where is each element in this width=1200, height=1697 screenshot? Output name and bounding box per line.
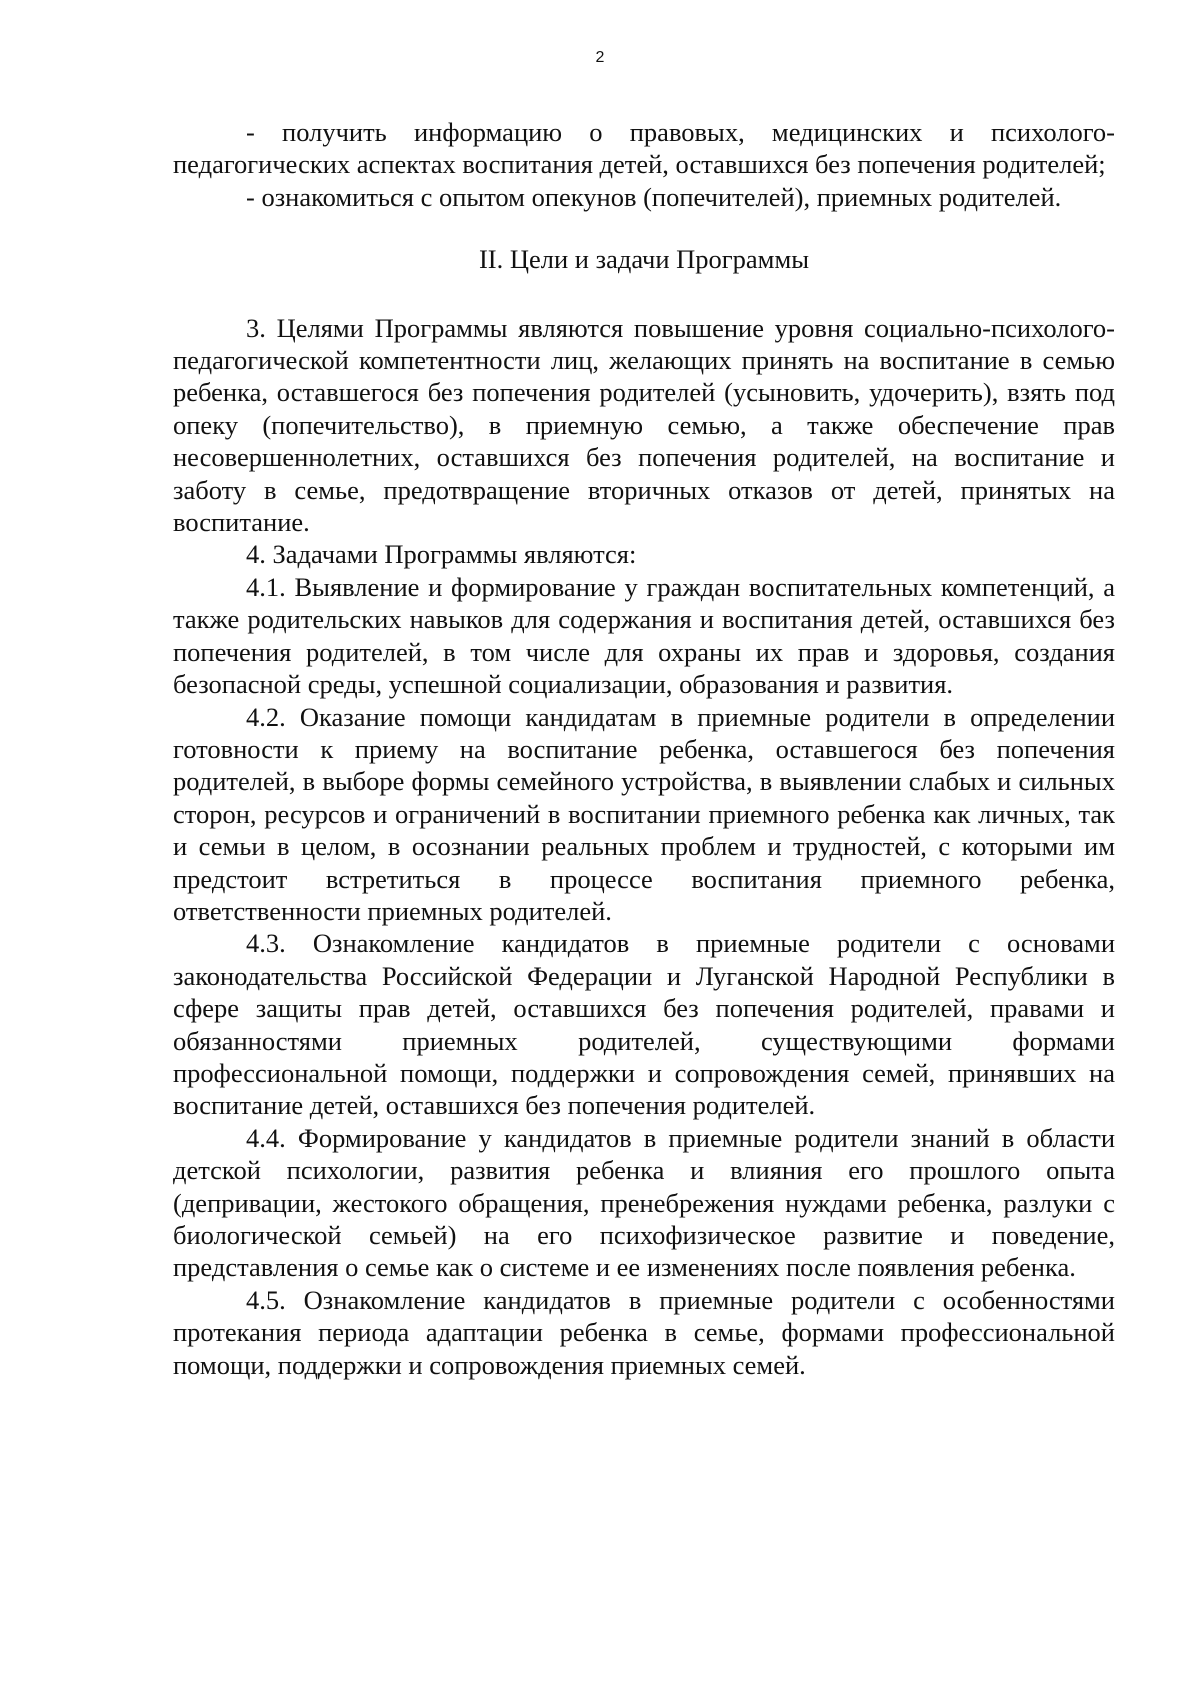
paragraph-3-goals: 3. Целями Программы являются повышение уровня социально-психолого-педагогической компетентности лиц, желающих принять на воспитание в семью ребенка, оставшегося без попечения родителей (усыновить, удочерить), взять под опеку (попечительство), в приемную семью, а также обеспечение прав несовершеннолетних, оставшихся без попечения родителей, на воспитание и заботу в семье, предотвращение вторичных отказов от детей, принятых на воспитание. [173,312,1115,538]
section-heading: II. Цели и задачи Программы [478,244,810,275]
paragraph-4-1: 4.1. Выявление и формирование у граждан воспитательных компетенций, а также родительских навыков для содержания и воспитания детей, оставшихся без попечения родителей, в том числе для охраны их прав и здоровья, создания безопасной среды, успешной социализации, образования и развития. [173,571,1115,700]
paragraph-4-2: 4.2. Оказание помощи кандидатам в приемные родители в определении готовности к приему на воспитание ребенка, оставшегося без попечения родителей, в выборе формы семейного устройства, в выявлении слабых и сильных сторон, ресурсов и ограничений в воспитании приемного ребенка как личных, так и семьи в целом, в осознании реальных проблем и трудностей, с которыми им предстоит встретиться в процессе воспитания приемного ребенка, ответственности приемных родителей. [173,701,1115,926]
paragraph-4-4: 4.4. Формирование у кандидатов в приемные родители знаний в области детской психологии, развития ребенка и влияния его прошлого опыта (депривации, жестокого обращения, пренебрежения нуждами ребенка, разлуки с биологической семьей) на его психофизическое развитие и поведение, представления о семье как о системе и ее изменениях после появления ребенка. [173,1122,1115,1283]
paragraph-4-5: 4.5. Ознакомление кандидатов в приемные родители с особенностями протекания периода адаптации ребенка в семье, формами профессиональной помощи, поддержки и сопровождения приемных семей. [173,1284,1115,1380]
paragraph-4-tasks: 4. Задачами Программы являются: [246,539,637,570]
document-body [173,116,1115,1381]
paragraph-list-item-2: - ознакомиться с опытом опекунов (попечителей), приемных родителей. [246,181,1062,212]
paragraph-list-item-1: - получить информацию о правовых, медицинских и психолого-педагогических аспектах воспитания детей, оставшихся без попечения родителей; [173,117,1115,180]
paragraph-4-3: 4.3. Ознакомление кандидатов в приемные родители с основами законодательства Российской Федерации и Луганской Народной Республики в сфере защиты прав детей, оставшихся без попечения родителей, правами и обязанностями приемных родителей, существующими формами профессиональной помощи, поддержки и сопровождения семей, принявших на воспитание детей, оставшихся без попечения родителей. [173,928,1115,1121]
page-number: 2 [595,49,605,66]
